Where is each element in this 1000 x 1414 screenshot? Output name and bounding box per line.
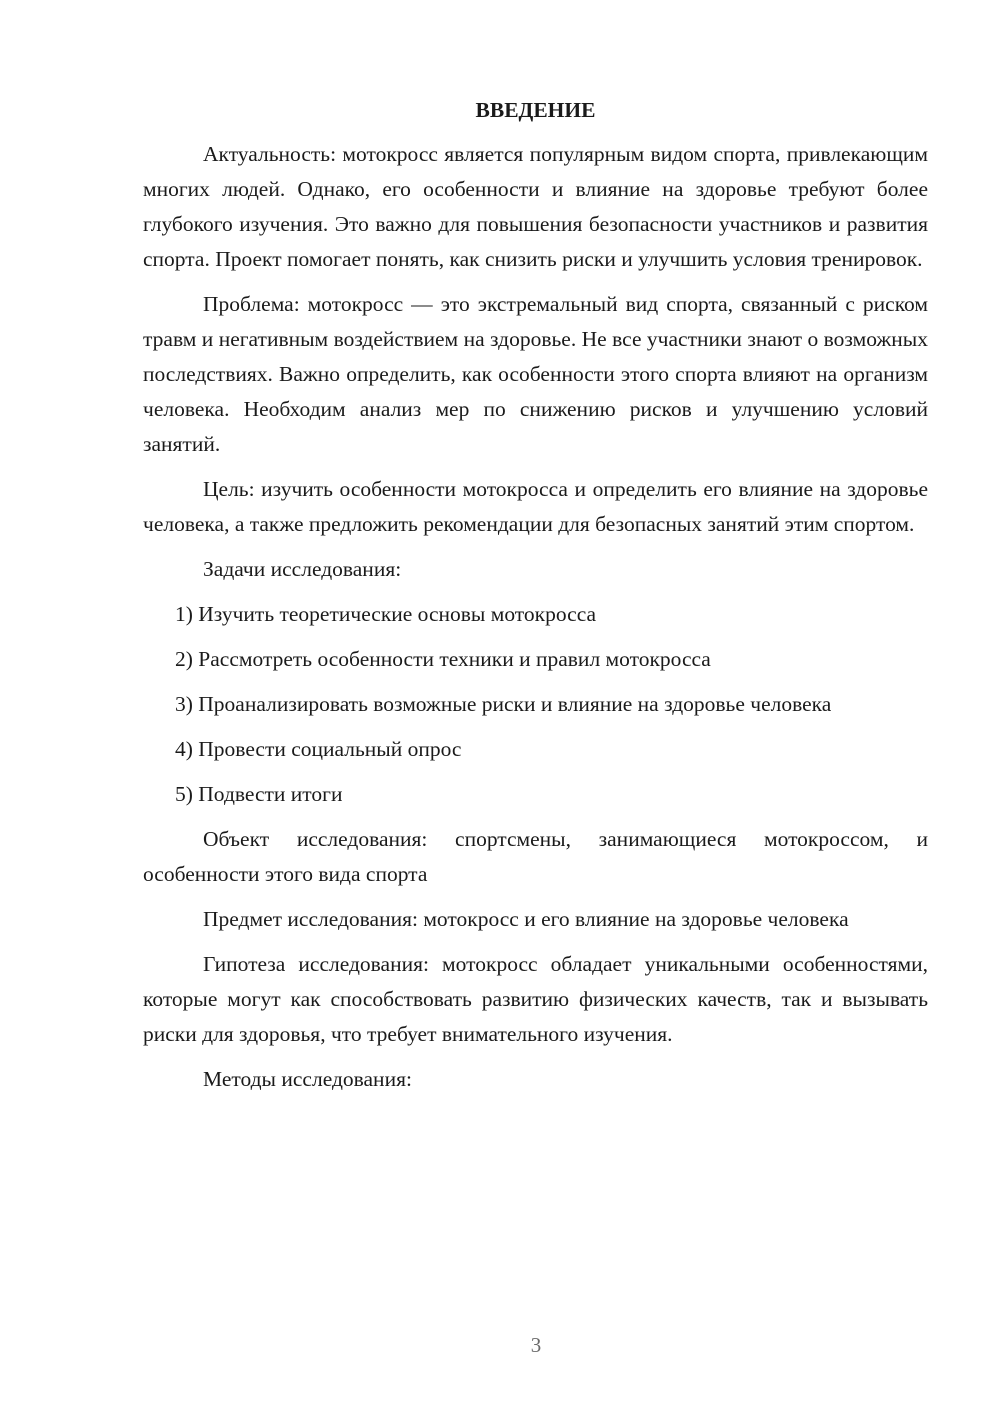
relevance-paragraph: Актуальность: мотокросс является популярным видом спорта, привлекающим многих людей. Однако, его особенности и влияние на здоровье требуют более глубокого изучения. Это важно для повышения безопасности участников и развития спорта. Проект помогает понять, как снизить риски и улучшить условия тренировок. <box>143 142 928 271</box>
hypothesis-paragraph: Гипотеза исследования: мотокросс обладает уникальными особенностями, которые могут как способствовать развитию физических качеств, так и вызывать риски для здоровья, что требует внимательного изучения. <box>143 952 928 1046</box>
task-item: 5) Подвести итоги <box>175 782 343 806</box>
tasks-heading: Задачи исследования: <box>203 557 402 581</box>
task-item: 3) Проанализировать возможные риски и влияние на здоровье человека <box>175 692 832 716</box>
page-number: 3 <box>530 1333 542 1357</box>
task-item: 1) Изучить теоретические основы мотокросса <box>175 602 597 626</box>
subject-paragraph: Предмет исследования: мотокросс и его влияние на здоровье человека <box>203 907 849 931</box>
goal-paragraph: Цель: изучить особенности мотокросса и определить его влияние на здоровье человека, а также предложить рекомендации для безопасных занятий этим спортом. <box>143 477 928 536</box>
page-title: ВВЕДЕНИЕ <box>475 98 596 122</box>
task-item: 2) Рассмотреть особенности техники и правил мотокросса <box>175 647 711 671</box>
object-paragraph: Объект исследования: спортсмены, занимающиеся мотокроссом, и особенности этого вида спорта <box>143 827 928 886</box>
problem-paragraph: Проблема: мотокросс — это экстремальный вид спорта, связанный с риском травм и негативным воздействием на здоровье. Не все участники знают о возможных последствиях. Важно определить, как особенности этого спорта влияют на организм человека. Необходим анализ мер по снижению рисков и улучшению условий занятий. <box>143 292 928 456</box>
task-item: 4) Провести социальный опрос <box>175 737 462 761</box>
methods-heading: Методы исследования: <box>203 1067 412 1091</box>
page-body <box>143 93 928 1107</box>
